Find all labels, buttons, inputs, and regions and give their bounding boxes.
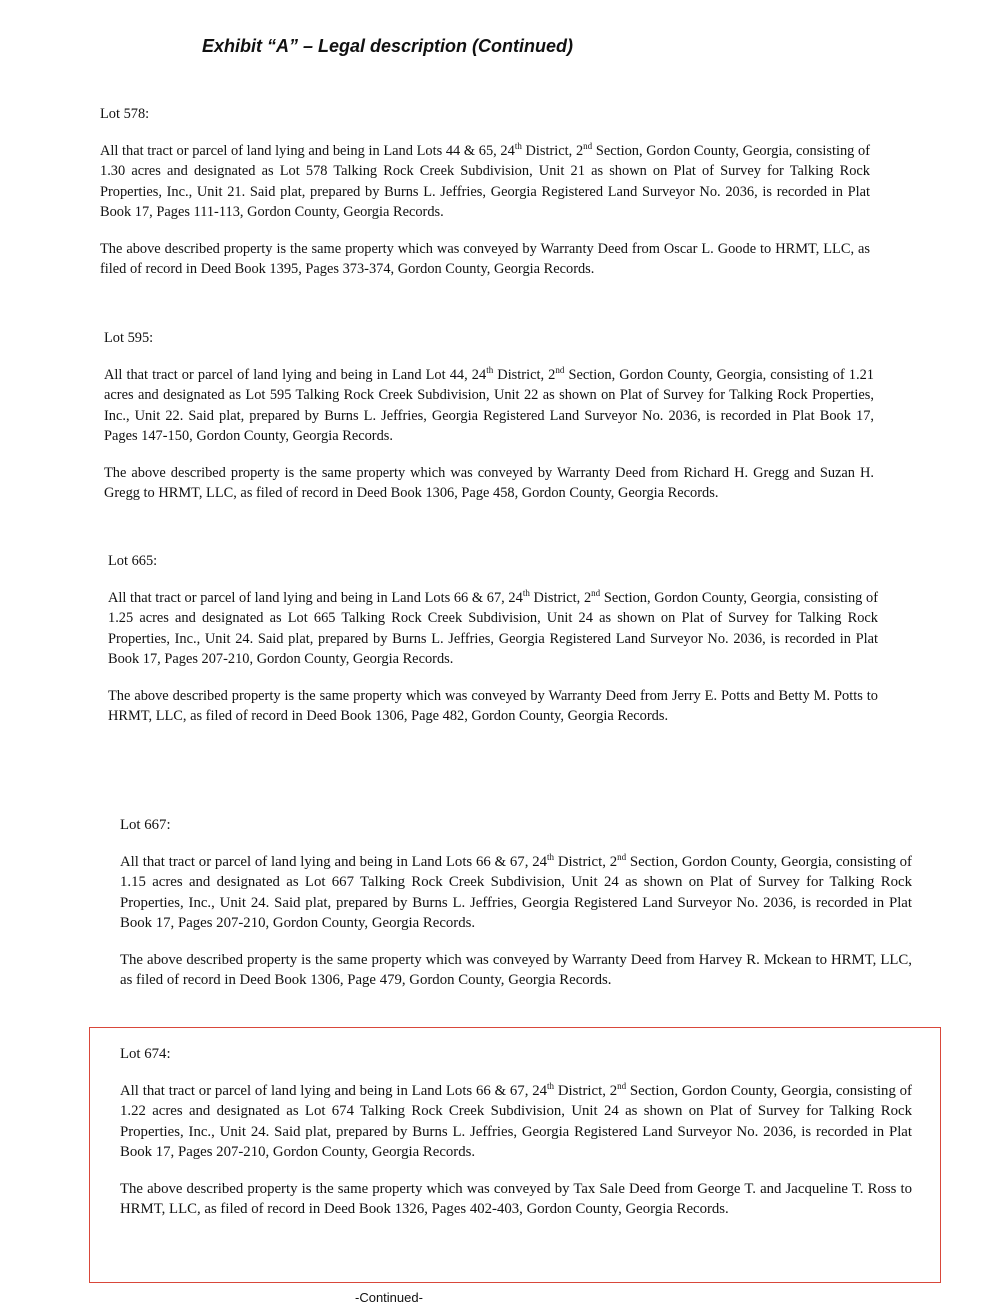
lot-description: All that tract or parcel of land lying and being in Land Lots 66 & 67, 24th District, 2nd Section, Gordon County, Georgia, consisting of 1.22 acres and designated as Lot 674 Talking Rock Creek Subdivision, Unit 24 as shown on Plat of Survey for Talking Rock Properties, Inc., Unit 24. Said plat, prepared by Burns L. Jeffries, Georgia Registered Land Surveyor No. 2036, is recorded in Plat Book 17, Pages 207-210, Gordon County, Georgia Records. <box>120 1080 912 1160</box>
lot-674-section <box>120 1044 912 1234</box>
lot-595-section <box>104 328 874 518</box>
lot-heading: Lot 595: <box>104 330 154 346</box>
lot-description: All that tract or parcel of land lying and being in Land Lot 44, 24th District, 2nd Section, Gordon County, Georgia, consisting of 1.21 acres and designated as Lot 595 Talking Rock Creek Subdivision, Unit 22 as shown on Plat of Survey for Talking Rock Properties, Inc., Unit 22. Said plat, prepared by Burns L. Jeffries, Georgia Registered Land Surveyor No. 2036, is recorded in Plat Book 17, Pages 147-150, Gordon County, Georgia Records. <box>104 364 874 444</box>
lot-conveyance: The above described property is the same property which was conveyed by Tax Sale Deed from George T. and Jacqueline T. Ross to HRMT, LLC, as filed of record in Deed Book 1326, Pages 402-403, Gordon County, Georgia Records. <box>120 1180 912 1217</box>
lot-heading: Lot 665: <box>108 553 158 569</box>
continued-footer: -Continued- <box>355 1290 423 1305</box>
lot-description: All that tract or parcel of land lying and being in Land Lots 66 & 67, 24th District, 2nd Section, Gordon County, Georgia, consisting of 1.25 acres and designated as Lot 665 Talking Rock Creek Subdivision, Unit 24 as shown on Plat of Survey for Talking Rock Properties, Inc., Unit 24. Said plat, prepared by Burns L. Jeffries, Georgia Registered Land Surveyor No. 2036, is recorded in Plat Book 17, Pages 207-210, Gordon County, Georgia Records. <box>108 587 878 667</box>
lot-description: All that tract or parcel of land lying and being in Land Lots 66 & 67, 24th District, 2nd Section, Gordon County, Georgia, consisting of 1.15 acres and designated as Lot 667 Talking Rock Creek Subdivision, Unit 24 as shown on Plat of Survey for Talking Rock Properties, Inc., Unit 24. Said plat, prepared by Burns L. Jeffries, Georgia Registered Land Surveyor No. 2036, is recorded in Plat Book 17, Pages 207-210, Gordon County, Georgia Records. <box>120 851 912 931</box>
lot-conveyance: The above described property is the same property which was conveyed by Warranty Deed from Jerry E. Potts and Betty M. Potts to HRMT, LLC, as filed of record in Deed Book 1306, Page 482, Gordon County, Georgia Records. <box>108 687 878 724</box>
lot-665-section <box>108 551 878 741</box>
lot-667-section <box>120 815 912 1005</box>
lot-heading: Lot 674: <box>120 1046 171 1062</box>
lot-heading: Lot 578: <box>100 106 150 122</box>
lot-578-section <box>100 104 870 294</box>
lot-heading: Lot 667: <box>120 817 171 833</box>
lot-description: All that tract or parcel of land lying and being in Land Lots 44 & 65, 24th District, 2nd Section, Gordon County, Georgia, consisting of 1.30 acres and designated as Lot 578 Talking Rock Creek Subdivision, Unit 21 as shown on Plat of Survey for Talking Rock Properties, Inc., Unit 21. Said plat, prepared by Burns L. Jeffries, Georgia Registered Land Surveyor No. 2036, is recorded in Plat Book 17, Pages 111-113, Gordon County, Georgia Records. <box>100 140 870 220</box>
page-title: Exhibit “A” – Legal description (Continued) <box>202 36 574 56</box>
lot-conveyance: The above described property is the same property which was conveyed by Warranty Deed from Oscar L. Goode to HRMT, LLC, as filed of record in Deed Book 1395, Pages 373-374, Gordon County, Georgia Records. <box>100 240 870 277</box>
lot-conveyance: The above described property is the same property which was conveyed by Warranty Deed from Richard H. Gregg and Suzan H. Gregg to HRMT, LLC, as filed of record in Deed Book 1306, Page 458, Gordon County, Georgia Records. <box>104 464 874 501</box>
lot-conveyance: The above described property is the same property which was conveyed by Warranty Deed from Harvey R. Mckean to HRMT, LLC, as filed of record in Deed Book 1306, Page 479, Gordon County, Georgia Records. <box>120 951 912 988</box>
